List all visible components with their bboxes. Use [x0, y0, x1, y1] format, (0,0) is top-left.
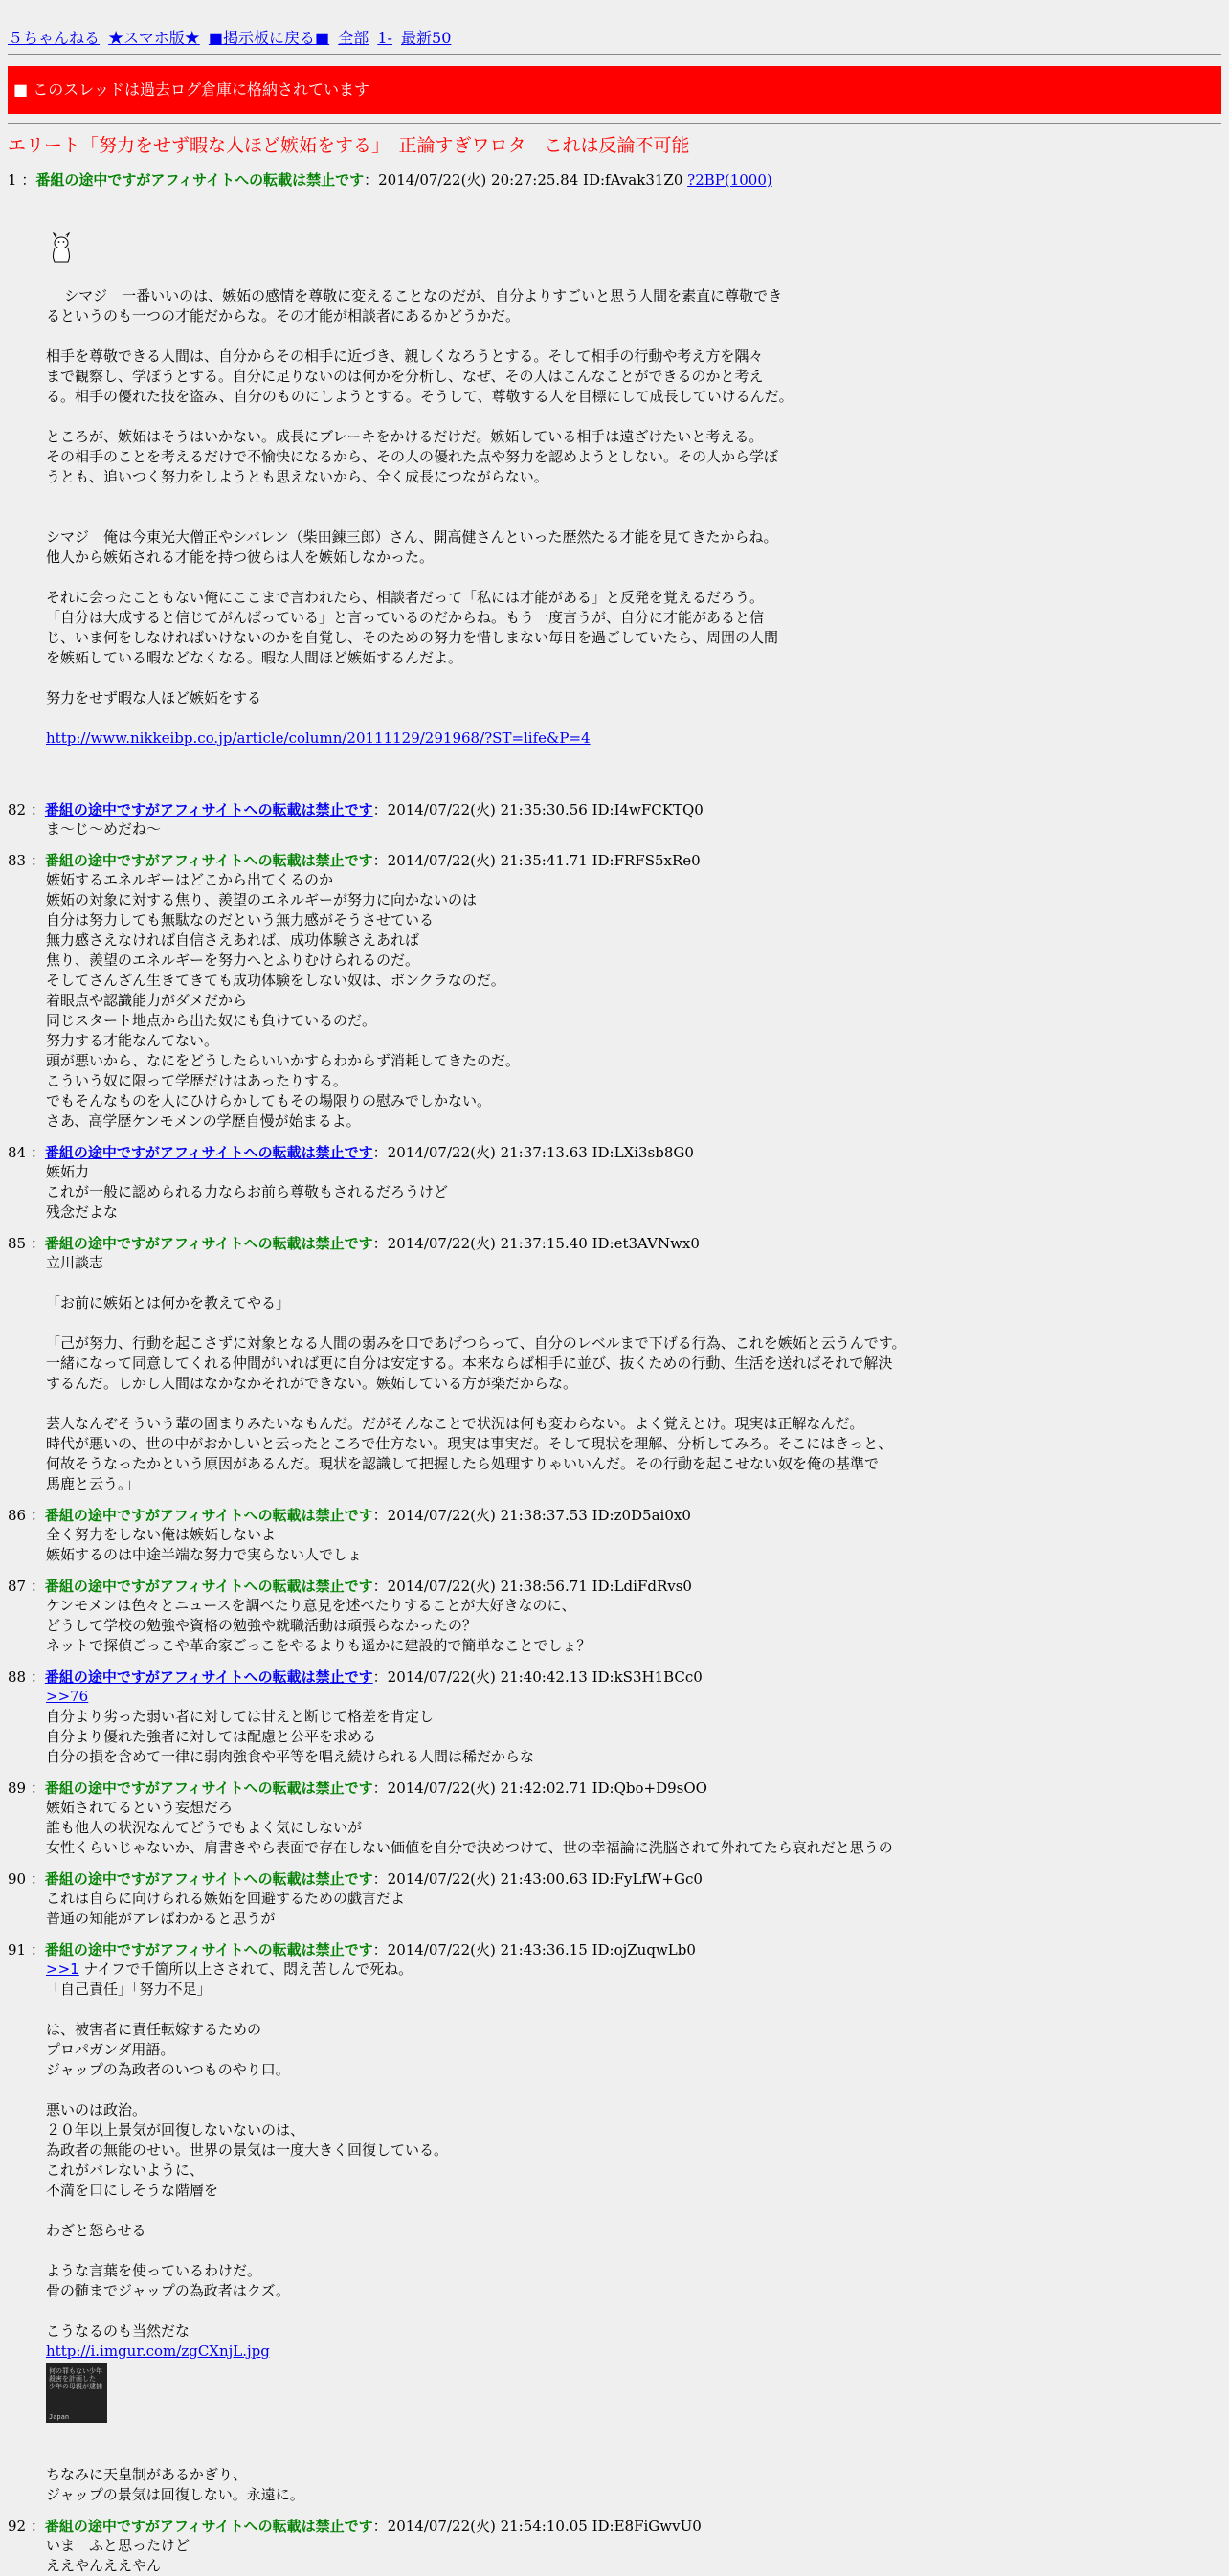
post-header: 86 ：番組の途中ですがアフィサイトへの転載は禁止です：2014/07/22(火) 21:38:37.53 ID:z0D5ai0x0	[8, 1507, 691, 1524]
board-link[interactable]: ５ちゃんねる	[8, 29, 101, 47]
post-header: 1 ：番組の途中ですがアフィサイトへの転載は禁止です：2014/07/22(火) 20:27:25.84 ID:fAvak31Z0 ?2BP(1000)	[8, 171, 772, 189]
post-body	[46, 1960, 1214, 2505]
first-posts-link[interactable]: 1-	[377, 29, 392, 47]
post-text: 自分より劣った弱い者に対しては甘えと断じて格差を肯定し 自分より優れた強者に対しては配慮と公平を求める 自分の損を含めて一律に弱肉強食や平等を唱え続けられる人間は稀だからな	[46, 1708, 535, 1765]
mobile-link[interactable]: ★スマホ版★	[108, 29, 200, 47]
post-body	[46, 870, 1214, 1131]
post-date-id: 2014/07/22(火) 21:40:42.13 ID:kS3H1BCc0	[387, 1669, 703, 1686]
post-number: 89	[8, 1780, 27, 1797]
image-thumbnail[interactable]	[46, 2363, 107, 2423]
post-text: ケンモメンは色々とニュースを調べたり意見を述べたりすることが大好きなのに、 どうして学校の勉強や資格の勉強や就職活動は頑張らなかったの？ ネットで探偵ごっこや革命家ごっこをやるよりも遥かに建設的で簡単なことでしょ？	[46, 1597, 592, 1654]
post-body	[46, 1253, 1214, 1494]
post	[0, 1506, 1229, 1565]
back-to-board-link[interactable]: ■掲示板に戻る■	[208, 29, 330, 47]
poster-name-link[interactable]: 番組の途中ですがアフィサイトへの転載は禁止です	[44, 801, 373, 818]
top-menu	[0, 0, 1229, 50]
post-header: 82 ：番組の途中ですがアフィサイトへの転載は禁止です：2014/07/22(火) 21:35:30.56 ID:I4wFCKTQ0	[8, 801, 704, 818]
poster-name: 番組の途中ですがアフィサイトへの転載は禁止です	[44, 1780, 373, 1797]
image-link[interactable]: http://i.imgur.com/zgCXnjL.jpg	[46, 2342, 270, 2360]
post-text: 嫉妬力 これが一般に認められる力ならお前ら尊敬もされるだろうけど 残念だよな	[46, 1163, 449, 1221]
post	[0, 170, 1229, 789]
post-number: 83	[8, 852, 27, 869]
post-body	[46, 1798, 1214, 1858]
thumbnail-caption: 何の罪もない少年 殺害を計画した 少年の母親が逮捕	[49, 2367, 102, 2390]
post-number: 87	[8, 1578, 27, 1595]
post-date-id: 2014/07/22(火) 21:38:37.53 ID:z0D5ai0x0	[387, 1507, 691, 1524]
post-date-id: 2014/07/22(火) 21:54:10.05 ID:E8FiGwvU0	[387, 2518, 702, 2535]
post-text: 「自己責任」「努力不足」 は、被害者に責任転嫁するための プロパガンダ用語。 ジャップの為政者のいつものやり口。 悪いのは政治。 ２０年以上景気が回復しないないのは、 為政者の無能のせい。世界の景気は一度大きく回復している。 これがバレないように、 不満を口にしそうな階層を わざと怒らせる ような言葉を使っているわけだ。 骨の髄までジャップの為政者はクズ。 こうなるのも当然だな	[46, 1981, 449, 2340]
all-posts-link[interactable]: 全部	[338, 29, 369, 47]
post-body	[46, 1525, 1214, 1565]
post-text: ナイフで千箇所以上さされて、悶え苦しんで死ね。	[78, 1960, 413, 1978]
poster-name	[45, 1144, 373, 1161]
post	[0, 1870, 1229, 1929]
post-number: 85	[8, 1235, 27, 1252]
be-icon	[48, 232, 75, 264]
post-date-id: 2014/07/22(火) 20:27:25.84 ID:fAvak31Z0	[378, 171, 683, 189]
poster-name: 番組の途中ですがアフィサイトへの転載は禁止です	[44, 1578, 373, 1595]
post-header: 87 ：番組の途中ですがアフィサイトへの転載は禁止です：2014/07/22(火) 21:38:56.71 ID:LdiFdRvs0	[8, 1578, 692, 1595]
post-header: 91 ：番組の途中ですがアフィサイトへの転載は禁止です：2014/07/22(火) 21:43:36.15 ID:ojZuqwLb0	[8, 1941, 696, 1959]
post-number: 91	[8, 1941, 27, 1959]
post	[0, 800, 1229, 840]
post-text: 立川談志 「お前に嫉妬とは何かを教えてやる」 「己が努力、行動を起こさずに対象となる人間の弱みを口であげつらって、自分のレベルまで下げる行為、これを嫉妬と云うんです。 一緒になって同意してくれる仲間がいれば更に自分は安定する。本来ならば相手に並び、抜くための行動、生活を送ればそれで解決 するんだ。しかし人間はなかなかそれができない。嫉妬している方が楽だからな。 芸人なんぞそういう輩の固まりみたいなもんだ。だがそんなことで状況は何も変わらない。よく覚えとけ。現実は正解なんだ。 時代が悪いの、世の中がおかしいと云ったところで仕方ない。現実は事実だ。そして現状を理解、分析してみろ。そこにはきっと、 何故そうなったかという原因があるんだ。現状を認識して把握したら処理すりゃいいんだ。その行動を起こせない奴を俺の基準で 馬鹿と云う。」	[46, 1254, 906, 1492]
poster-name: 番組の途中ですがアフィサイトへの転載は禁止です	[35, 171, 365, 189]
post-header: 90 ：番組の途中ですがアフィサイトへの転載は禁止です：2014/07/22(火) 21:43:00.63 ID:FyLfW+Gc0	[8, 1870, 703, 1888]
poster-name: 番組の途中ですがアフィサイトへの転載は禁止です	[44, 852, 373, 869]
post-body	[46, 819, 1214, 840]
reply-anchor-link[interactable]: >>1	[46, 1960, 79, 1978]
poster-name-link[interactable]: 番組の途中ですがアフィサイトへの転載は禁止です	[44, 1669, 373, 1686]
post-header: 89 ：番組の途中ですがアフィサイトへの転載は禁止です：2014/07/22(火) 21:42:02.71 ID:Qbo+D9sOO	[8, 1780, 707, 1797]
post-number: 90	[8, 1870, 27, 1888]
post-number: 1	[8, 171, 17, 189]
post-date-id: 2014/07/22(火) 21:38:56.71 ID:LdiFdRvs0	[387, 1578, 692, 1595]
post-number: 88	[8, 1669, 27, 1686]
thread-title: エリート「努力をせず暇な人ほど嫉妬をする」 正論すぎワロタ これは反論不可能	[8, 135, 690, 156]
post-date-id: 2014/07/22(火) 21:35:30.56 ID:I4wFCKTQ0	[387, 801, 704, 818]
post-number: 82	[8, 801, 27, 818]
post-date-id: 2014/07/22(火) 21:43:00.63 ID:FyLfW+Gc0	[387, 1870, 703, 1888]
poster-name	[45, 1669, 373, 1686]
post-body	[46, 1889, 1214, 1929]
thumbnail-watermark: Japan	[49, 2413, 70, 2421]
poster-name: 番組の途中ですがアフィサイトへの転載は禁止です	[44, 1235, 373, 1252]
post-header: 85 ：番組の途中ですがアフィサイトへの転載は禁止です：2014/07/22(火) 21:37:15.40 ID:et3AVNwx0	[8, 1235, 700, 1252]
post-number: 86	[8, 1507, 27, 1524]
post	[0, 1779, 1229, 1858]
archive-banner: ■ このスレッドは過去ログ倉庫に格納されています	[8, 66, 1221, 114]
be-profile-link[interactable]: ?2BP(1000)	[687, 171, 772, 189]
post	[0, 2517, 1229, 2576]
post-header: 84 ：番組の途中ですがアフィサイトへの転載は禁止です：2014/07/22(火) 21:37:13.63 ID:LXi3sb8G0	[8, 1144, 694, 1161]
poster-name: 番組の途中ですがアフィサイトへの転載は禁止です	[44, 1941, 373, 1959]
post-body	[46, 1596, 1214, 1656]
post	[0, 1143, 1229, 1222]
post	[0, 1577, 1229, 1656]
post-text: ま～じ～めだね～	[46, 820, 162, 838]
post-header: 88 ：番組の途中ですがアフィサイトへの転載は禁止です：2014/07/22(火) 21:40:42.13 ID:kS3H1BCc0	[8, 1669, 703, 1686]
post-text: 嫉妬されてるという妄想だろ 誰も他人の状況なんてどうでもよく気にしないが 女性くらいじゃないか、肩書きやら表面で存在しない価値を自分で決めつけて、世の幸福論に洗脳されて外れてたら哀れだと思うの	[46, 1799, 893, 1856]
poster-name: 番組の途中ですがアフィサイトへの転載は禁止です	[44, 1870, 373, 1888]
post-body	[46, 1162, 1214, 1222]
post-date-id: 2014/07/22(火) 21:42:02.71 ID:Qbo+D9sOO	[387, 1780, 707, 1797]
post-text: 全く努力をしない俺は嫉妬しないよ 嫉妬するのは中途半端な努力で実らない人でしょ	[46, 1526, 363, 1563]
post-number: 92	[8, 2518, 27, 2535]
post-link[interactable]: http://www.nikkeibp.co.jp/article/column/20111129/291968/?ST=life&P=4	[46, 729, 591, 747]
divider	[8, 54, 1221, 55]
post-body	[46, 2536, 1214, 2576]
post-body	[46, 190, 1214, 789]
reply-anchor-link[interactable]: >>76	[46, 1688, 89, 1705]
post	[0, 851, 1229, 1131]
poster-name-link[interactable]: 番組の途中ですがアフィサイトへの転載は禁止です	[44, 1144, 373, 1161]
post-text: いま ふと思ったけど ええやんええやん	[46, 2537, 190, 2574]
poster-name: 番組の途中ですがアフィサイトへの転載は禁止です	[44, 2518, 373, 2535]
poster-name	[45, 801, 373, 818]
post-number: 84	[8, 1144, 27, 1161]
poster-name: 番組の途中ですがアフィサイトへの転載は禁止です	[44, 1507, 373, 1524]
post-date-id: 2014/07/22(火) 21:37:13.63 ID:LXi3sb8G0	[387, 1144, 694, 1161]
post-date-id: 2014/07/22(火) 21:43:36.15 ID:ojZuqwLb0	[387, 1941, 696, 1959]
divider	[8, 123, 1221, 124]
post-body	[46, 1687, 1214, 1767]
latest-posts-link[interactable]: 最新50	[401, 29, 452, 47]
post-text: シマジ 一番いいのは、嫉妬の感情を尊敬に変えることなのだが、自分よりすごいと思う人間を素直に尊敬でき るというのも一つの才能だからな。その才能が相談者にあるかどうかだ。 相手を尊敬できる人間は、自分からその相手に近づき、親しくなろうとする。そして相手の行動や考え方を隅々 まで観察し、学ぼうとする。自分に足りないのは何かを分析し、なぜ、その人はこんなことができるのかと考え る。相手の優れた技を盗み、自分のものにしようとする。そうして、尊敬する人を目標にして成長していけるんだ。 ところが、嫉妬はそうはいかない。成長にブレーキをかけるだけだ。嫉妬している相手は遠ざけたいと考える。 その相手のことを考えるだけで不愉快になるから、その人の優れた点や努力を認めようとしない。その人から学ぼ うとも、追いつく努力をしようとも思えないから、全く成長につながらない。 シマジ 俺は今東光大僧正やシバレン（柴田錬三郎）さん、開高健さんといった歴然たる才能を見てきたからね。 他人から嫉妬される才能を持つ彼らは人を嫉妬しなかった。 それに会ったこともない俺にここまで言われたら、相談者だって「私には才能がある」と反発を覚えるだろう。 「自分は大成すると信じてがんばっている」と言っているのだからね。もう一度言うが、自分に才能があると信 じ、いま何をしなければいけないのかを自覚し、そのための努力を惜しまない毎日を過ごしていたら、周囲の人間 を嫉妬している暇などなくなる。暇な人間ほど嫉妬するんだよ。 努力をせず暇な人ほど嫉妬をする	[46, 287, 793, 706]
post-date-id: 2014/07/22(火) 21:37:15.40 ID:et3AVNwx0	[387, 1235, 700, 1252]
post-header: 83 ：番組の途中ですがアフィサイトへの転載は禁止です：2014/07/22(火) 21:35:41.71 ID:FRFS5xRe0	[8, 852, 701, 869]
post-text: ちなみに天皇制があるかぎり、 ジャップの景気は回復しない。永遠に。	[46, 2466, 304, 2503]
post-text: これは自らに向けられる嫉妬を回避するための戯言だよ 普通の知能がアレばわかると思うが	[46, 1890, 406, 1927]
post	[0, 1668, 1229, 1767]
post	[0, 1234, 1229, 1494]
post	[0, 1940, 1229, 2505]
post-header: 92 ：番組の途中ですがアフィサイトへの転載は禁止です：2014/07/22(火) 21:54:10.05 ID:E8FiGwvU0	[8, 2518, 702, 2535]
post-date-id: 2014/07/22(火) 21:35:41.71 ID:FRFS5xRe0	[387, 852, 701, 869]
post-text: 嫉妬するエネルギーはどこから出てくるのか 嫉妬の対象に対する焦り、羨望のエネルギーが努力に向かないのは 自分は努力しても無駄なのだという無力感がそうさせている 無力感さえなければ自信さえあれば、成功体験さえあれば 焦り、羨望のエネルギーを努力へとふりむけられるのだ。 そしてさんざん生きてきても成功体験をしない奴は、ボンクラなのだ。 着眼点や認識能力がダメだから 同じスタート地点から出た奴にも負けているのだ。 努力する才能なんてない。 頭が悪いから、なにをどうしたらいいかすらわからず消耗してきたのだ。 こういう奴に限って学歴だけはあったりする。 でもそんなものを人にひけらかしてもその場限りの慰みでしかない。 さあ、高学歴ケンモメンの学歴自慢が始まるよ。	[46, 871, 521, 1130]
